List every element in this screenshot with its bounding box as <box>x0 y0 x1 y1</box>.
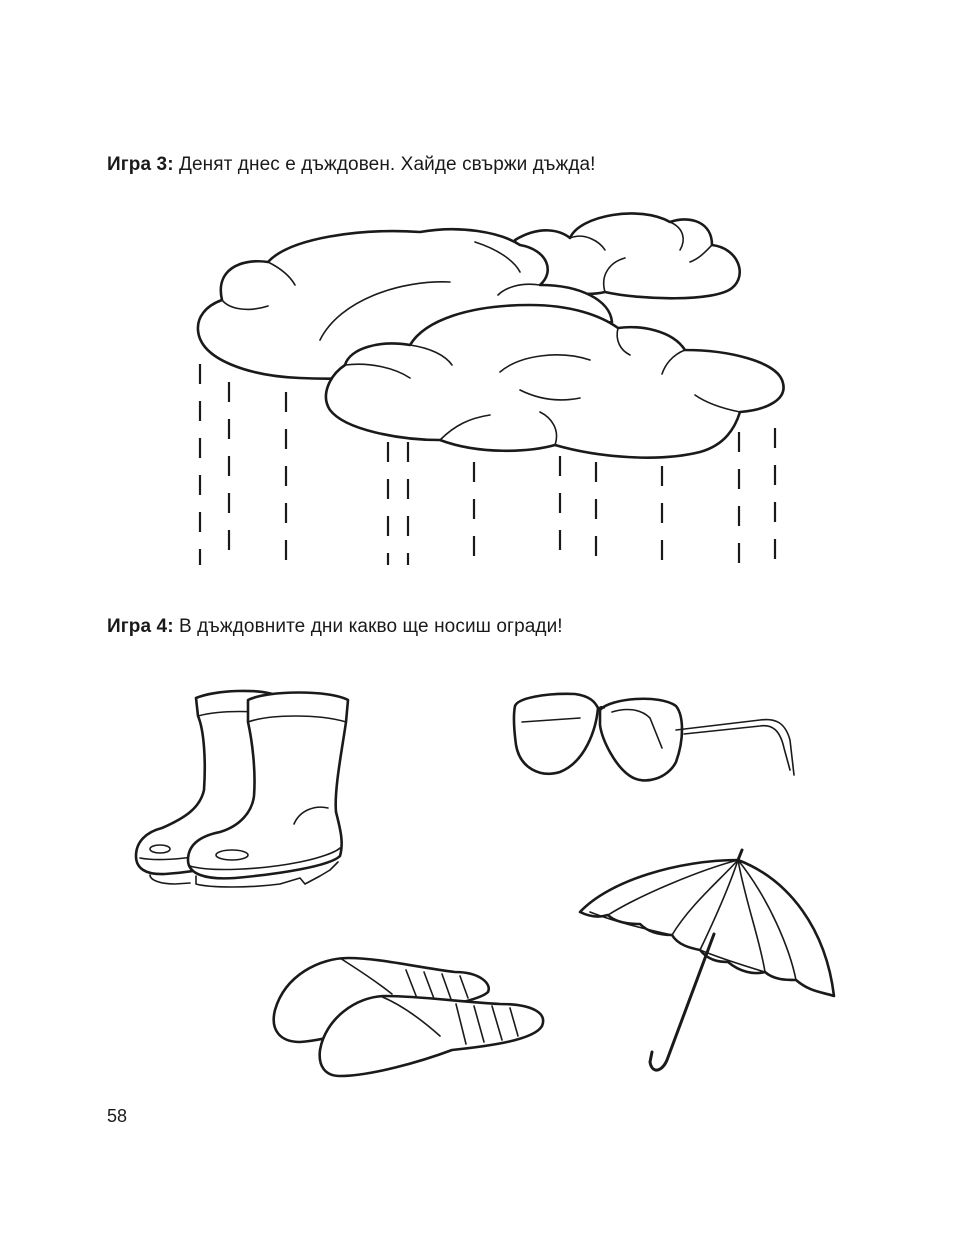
game-3-text: Денят днес е дъждовен. Хайде свържи дъжда! <box>179 154 596 175</box>
game-4-instruction <box>107 616 563 638</box>
page-number: 58 <box>107 1106 128 1126</box>
sunglasses-illustration <box>505 680 805 790</box>
game-3-label: Игра 3: <box>107 154 174 175</box>
game-3-instruction <box>107 154 596 176</box>
game-4-text: В дъждовните дни какво ще носиш огради! <box>179 616 563 637</box>
slippers-illustration <box>268 948 550 1083</box>
rain-clouds-illustration <box>190 205 790 575</box>
umbrella-illustration <box>570 845 840 1080</box>
game-4-label: Игра 4: <box>107 616 174 637</box>
rubber-boots-illustration <box>130 680 355 890</box>
